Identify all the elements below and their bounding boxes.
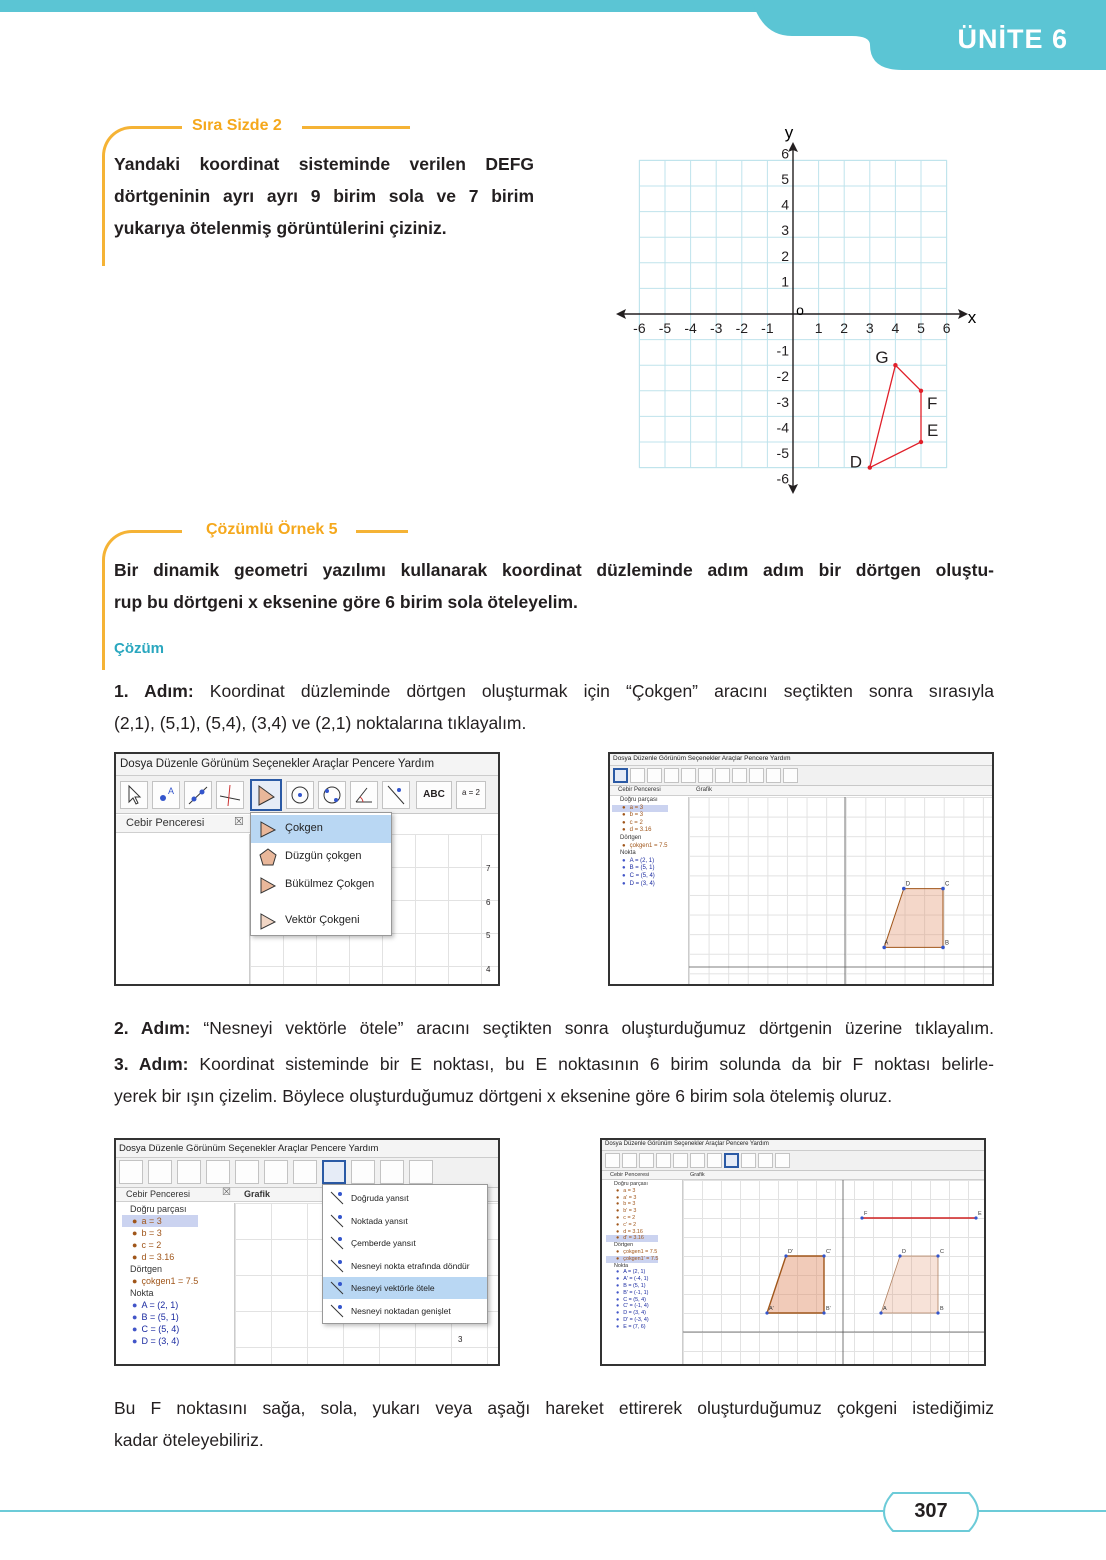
closing-line1: Bu F noktasını sağa, sola, yukarı veya aşağı hareket ettirerek oluşturduğumuz çokgeni istediğimiz (114, 1398, 994, 1418)
step2-line-text: “Nesneyi vektörle ötele” aracını seçtikten sonra oluşturduğumuz dörtgenin üzerine tıklayalım. (190, 1018, 994, 1038)
vertex-label-g: G (875, 348, 889, 368)
algebra-entry[interactable]: ● d = 3.16 (612, 827, 668, 835)
y-axis-label: y (784, 123, 794, 142)
point-label: D' (788, 1249, 794, 1255)
toolbar-tool[interactable] (681, 768, 696, 783)
text-tool[interactable]: ABC (416, 781, 452, 809)
y-tick-label: -2 (776, 368, 789, 385)
y-tick-label: 5 (781, 171, 789, 187)
dropdown-item-vector-polygon[interactable] (251, 907, 391, 935)
step3-line1-text: Koordinat sisteminde bir E noktası, bu E noktasının 6 birim solunda da bir F noktası belirle- (188, 1054, 995, 1074)
toolbar-tool[interactable] (409, 1160, 433, 1184)
graphics-panel-header: Grafik (682, 1171, 986, 1180)
step3-line1 (114, 1048, 994, 1080)
algebra-group: Doğru parçası (130, 1204, 187, 1214)
toolbar (116, 776, 498, 814)
step2-label: 2. Adım: (114, 1018, 191, 1038)
circle-tool[interactable] (286, 781, 314, 809)
menu-bar[interactable]: Dosya Düzenle Görünüm Seçenekler Araçlar Pencere Yardım (116, 754, 498, 776)
toolbar-tool[interactable] (119, 1160, 143, 1184)
section-line (356, 530, 408, 533)
step3-line2: yerek bir ışın çizelim. Böylece oluşturduğumuz dörtgeni x eksenine göre 6 birim sola ötelemiş oluruz. (114, 1086, 893, 1106)
x-tick-label: -2 (735, 320, 749, 336)
algebra-group: Nokta (620, 850, 636, 857)
y-tick-label: 2 (781, 247, 789, 264)
algebra-entry[interactable]: ● c = 2 (606, 1215, 658, 1222)
closing-text (114, 1392, 994, 1456)
dropdown-item-label: Düzgün çokgen (285, 850, 362, 862)
exercise-line: yukarıya ötelenmiş görüntülerini çiziniz. (114, 218, 447, 238)
algebra-entry[interactable]: ● B' = (-1, 1) (606, 1290, 658, 1297)
step3-text (114, 1048, 994, 1112)
dropdown-item[interactable] (323, 1300, 487, 1322)
transform-icon (328, 1189, 346, 1207)
vertex-d (868, 465, 872, 469)
step2-line (114, 1012, 994, 1044)
x-tick-label: 4 (891, 320, 900, 336)
axis-number: 7 (486, 864, 491, 873)
dropdown-item-label: Çokgen (285, 822, 323, 834)
step1-label: 1. Adım: (114, 681, 194, 701)
point-label: C' (826, 1249, 832, 1255)
algebra-entry[interactable]: ● A' = (-4, 1) (606, 1276, 658, 1283)
close-icon[interactable]: ☒ (234, 816, 244, 828)
point-label: D (905, 881, 911, 888)
y-tick-label: -1 (776, 342, 789, 359)
x-tick-label: 5 (917, 320, 925, 336)
toolbar-tool[interactable] (351, 1160, 375, 1184)
algebra-entry[interactable]: ● A = (2, 1) (606, 1269, 658, 1276)
y-tick-label: -5 (776, 445, 789, 461)
toolbar-tool[interactable] (656, 1153, 671, 1168)
x-axis-label: x (967, 308, 977, 327)
algebra-entry[interactable]: ● B = (5, 1) (612, 865, 668, 873)
menu-bar[interactable]: Dosya Düzenle Görünüm Seçenekler Araçlar Pencere Yardım (610, 754, 992, 766)
algebra-group: Dörtgen (620, 834, 642, 841)
algebra-entry[interactable]: ● d' = 3.16 (606, 1235, 658, 1242)
unit-tab (752, 0, 1106, 70)
screenshot-transform-menu (114, 1138, 500, 1366)
toolbar-tool[interactable] (664, 768, 679, 783)
x-tick-label: -6 (633, 320, 646, 336)
move-tool[interactable] (120, 781, 148, 809)
y-tick-label: -4 (776, 419, 789, 436)
axis-number: 3 (458, 1335, 463, 1344)
transform-icon (328, 1302, 346, 1320)
vertex-g (893, 363, 897, 367)
toolbar-tool[interactable] (673, 1153, 688, 1168)
screenshot-polygon-menu (114, 752, 500, 986)
example-line: Bir dinamik geometri yazılımı kullanarak koordinat düzleminde adım adım bir dörtgen oluştu- (114, 560, 994, 580)
vertex-label-d: D (849, 452, 863, 472)
svg-text:A: A (168, 786, 175, 796)
graphics-panel-header: Grafik (234, 1188, 500, 1202)
toolbar-tool[interactable] (698, 768, 713, 783)
step2-text (114, 1012, 994, 1044)
toolbar-tool[interactable] (690, 1153, 705, 1168)
point-label: D (902, 1249, 906, 1255)
algebra-group: Doğru parçası (614, 1181, 648, 1187)
closing-line2: kadar öteleyebiliriz. (114, 1430, 264, 1450)
algebra-entry[interactable]: ● E = (7, 6) (606, 1324, 658, 1331)
toolbar-tool[interactable] (630, 768, 645, 783)
toolbar-tool[interactable] (647, 768, 662, 783)
toolbar-tool[interactable] (264, 1160, 288, 1184)
toolbar-tool[interactable] (639, 1153, 654, 1168)
axis-number: 4 (486, 965, 491, 974)
algebra-entry[interactable]: ● D = (3, 4) (606, 1310, 658, 1317)
toolbar-tool[interactable] (775, 1153, 790, 1168)
algebra-entry[interactable]: ● çokgen1 = 7.5 (606, 1249, 658, 1256)
step1-line2: (2,1), (5,1), (5,4), (3,4) ve (2,1) noktalarına tıklayalım. (114, 713, 527, 733)
toolbar-tool[interactable] (293, 1160, 317, 1184)
toolbar-tool[interactable] (741, 1153, 756, 1168)
toolbar-tool[interactable] (783, 768, 798, 783)
algebra-list (612, 797, 668, 888)
algebra-entry[interactable]: ● C' = (-1, 4) (606, 1303, 658, 1310)
algebra-entry[interactable]: ● A = (2, 1) (122, 1299, 198, 1311)
toolbar-tool[interactable] (380, 1160, 404, 1184)
algebra-entry[interactable]: ● C = (5, 4) (606, 1297, 658, 1304)
toolbar-tool[interactable] (605, 1153, 620, 1168)
dropdown-item[interactable] (323, 1232, 487, 1254)
vertex-e (919, 440, 923, 444)
algebra-entry[interactable]: ● b = 3 (612, 812, 668, 820)
algebra-group: Dörtgen (614, 1242, 634, 1249)
y-tick-label: 1 (781, 273, 789, 290)
transform-icon (328, 1257, 346, 1275)
axis-number: 6 (486, 898, 491, 907)
step1-line1-text: Koordinat düzleminde dörtgen oluşturmak için “Çokgen” aracını seçtikten sonra sırasıyla (193, 681, 994, 701)
toolbar-tool[interactable] (177, 1160, 201, 1184)
algebra-entry[interactable]: ● D = (3, 4) (122, 1335, 198, 1347)
dropdown-item[interactable] (323, 1255, 487, 1277)
dropdown-item-regular-polygon[interactable] (251, 843, 391, 871)
algebra-entry[interactable]: ● B = (5, 1) (606, 1283, 658, 1290)
polygon-translated (767, 1256, 824, 1313)
algebra-entry[interactable]: ● çokgen1 = 7.5 (612, 843, 668, 851)
point-label: B (940, 1306, 944, 1312)
menu-bar[interactable]: Dosya Düzenle Görünüm Seçenekler Araçlar Pencere Yardım (116, 1140, 498, 1158)
algebra-group: Nokta (130, 1288, 154, 1298)
dropdown-item-rigid-polygon[interactable] (251, 871, 391, 899)
toolbar (610, 766, 992, 786)
dropdown-item-label: Nesneyi vektörle ötele (351, 1283, 435, 1293)
exercise-text (114, 148, 534, 244)
point-label: E (978, 1211, 982, 1217)
y-tick-label: 6 (781, 145, 789, 162)
dropdown-item[interactable] (323, 1187, 487, 1209)
algebra-entry[interactable]: ● a = 3 (122, 1215, 198, 1227)
x-tick-label: -1 (761, 320, 774, 336)
algebra-entry[interactable]: ● D' = (-3, 4) (606, 1317, 658, 1324)
dropdown-item[interactable] (323, 1277, 487, 1299)
toolbar-tool[interactable] (758, 1153, 773, 1168)
algebra-group: Nokta (614, 1262, 629, 1269)
coordinate-svg (608, 118, 998, 498)
algebra-entry[interactable]: ● A = (2, 1) (612, 858, 668, 866)
point-label: B' (826, 1306, 831, 1312)
algebra-entry[interactable]: ● C = (5, 4) (122, 1323, 198, 1335)
toolbar-tool[interactable] (148, 1160, 172, 1184)
toolbar-tool[interactable] (206, 1160, 230, 1184)
algebra-group: Dörtgen (130, 1264, 163, 1274)
algebra-panel-header: Cebir Penceresi (116, 815, 250, 833)
algebra-entry[interactable]: ● d = 3.16 (122, 1251, 198, 1263)
transform-icon (328, 1234, 346, 1252)
dropdown-item-label: Çemberde yansıt (351, 1238, 416, 1248)
polygon-abcd (881, 1256, 938, 1313)
graphics-area[interactable] (688, 797, 994, 986)
dropdown-item-label: Noktada yansıt (351, 1215, 408, 1226)
polygon-dropdown (250, 812, 392, 936)
step3-label: 3. Adım: (114, 1054, 189, 1074)
graphics-svg (683, 1180, 986, 1366)
step1-text (114, 675, 994, 739)
algebra-entry[interactable]: ● b = 3 (606, 1201, 658, 1208)
toolbar-tool[interactable] (715, 768, 730, 783)
dropdown-item-label: Doğruda yansıt (351, 1193, 409, 1203)
toolbar (602, 1151, 984, 1171)
algebra-entry[interactable]: ● b = 3 (122, 1227, 198, 1239)
page-number-box (875, 1492, 987, 1532)
section-title: Çözümlü Örnek 5 (198, 521, 346, 539)
algebra-entry[interactable]: ● c' = 2 (606, 1222, 658, 1229)
circle-three-points-tool[interactable] (318, 781, 346, 809)
algebra-entry[interactable]: ● D = (3, 4) (612, 881, 668, 889)
transform-icon (328, 1279, 346, 1297)
step1-line1 (114, 675, 994, 707)
toolbar-tool[interactable] (322, 1160, 346, 1184)
y-tick-label: -3 (776, 393, 789, 410)
close-icon[interactable]: ☒ (222, 1187, 231, 1198)
x-tick-label: -4 (684, 320, 697, 336)
algebra-entry[interactable]: ● çokgen1 = 7.5 (122, 1275, 198, 1287)
slider-tool[interactable]: a = 2 (456, 781, 486, 809)
dropdown-item-label: Nesneyi nokta etrafında döndür (351, 1260, 470, 1271)
y-tick-label: 3 (781, 222, 789, 239)
perpendicular-tool[interactable] (216, 781, 244, 809)
exercise-line: dörtgeninin ayrı ayrı 9 birim sola ve 7 birim (114, 186, 534, 206)
toolbar-tool[interactable] (749, 768, 764, 783)
exercise-line: Yandaki koordinat sisteminde verilen DEFG (114, 154, 534, 174)
algebra-entry[interactable]: ● B = (5, 1) (122, 1311, 198, 1323)
x-tick-label: 3 (865, 320, 874, 336)
algebra-entry[interactable]: ● C = (5, 4) (612, 873, 668, 881)
polygon-abcd (884, 889, 943, 948)
polygon-tool[interactable] (250, 779, 282, 811)
angle-tool[interactable] (350, 781, 378, 809)
point-label: B (945, 940, 950, 947)
toolbar-tool[interactable] (766, 768, 781, 783)
section-title: Sıra Sizde 2 (184, 117, 290, 135)
coordinate-graph (608, 118, 998, 498)
dropdown-item[interactable] (323, 1210, 487, 1232)
point-label: F (864, 1211, 868, 1217)
algebra-entry[interactable]: ● d = 3.16 (606, 1229, 658, 1236)
algebra-list (606, 1181, 658, 1331)
origin-label: o (796, 302, 804, 318)
algebra-panel (116, 834, 250, 986)
point-label: C (945, 881, 950, 888)
line-tool[interactable] (184, 781, 212, 809)
example-line: rup bu dörtgeni x eksenine göre 6 birim sola öteleyelim. (114, 592, 578, 612)
menu-bar[interactable]: Dosya Düzenle Görünüm Seçenekler Araçlar Pencere Yardım (602, 1140, 984, 1151)
algebra-entry[interactable]: ● çokgen1' = 7.5 (606, 1256, 658, 1263)
algebra-panel-header: Cebir Penceresi (602, 1171, 682, 1180)
screenshot-translation-result (600, 1138, 986, 1366)
algebra-entry[interactable]: ● a = 3 (606, 1188, 658, 1195)
toolbar-tool[interactable] (235, 1160, 259, 1184)
transform-dropdown (322, 1184, 488, 1324)
dropdown-item-label: Bükülmez Çokgen (285, 878, 375, 890)
algebra-entry[interactable]: ● c = 2 (612, 820, 668, 828)
algebra-entry[interactable]: ● a = 3 (612, 805, 668, 813)
solution-label: Çözüm (114, 640, 164, 657)
x-tick-label: -5 (658, 320, 672, 336)
algebra-panel-header: Cebir Penceresi (116, 1188, 234, 1202)
x-tick-label: 1 (814, 320, 823, 336)
algebra-panel-header: Cebir Penceresi (610, 786, 688, 796)
algebra-entry[interactable]: ● a' = 3 (606, 1195, 658, 1202)
y-tick-label: 4 (781, 196, 789, 213)
dropdown-item-polygon[interactable] (251, 815, 391, 843)
point-label: C (940, 1249, 944, 1255)
example-text (114, 554, 994, 618)
screenshot-polygon-result (608, 752, 994, 986)
algebra-list (122, 1203, 198, 1347)
point-tool[interactable] (152, 781, 180, 809)
page-number: 307 (914, 1500, 948, 1522)
vertex-label-e: E (927, 421, 939, 440)
graphics-svg (689, 797, 994, 986)
toolbar-tool[interactable] (707, 1153, 722, 1168)
toolbar-tool[interactable] (613, 768, 628, 783)
dropdown-item-label: Vektör Çokgeni (285, 914, 360, 926)
algebra-entry[interactable]: ● b' = 3 (606, 1208, 658, 1215)
y-tick-label: -6 (776, 470, 789, 487)
unit-label: ÜNİTE 6 (957, 24, 1068, 54)
x-tick-label: -3 (709, 320, 723, 336)
toolbar-tool[interactable] (732, 768, 747, 783)
algebra-group: Doğru parçası (620, 797, 658, 803)
graphics-area[interactable] (682, 1180, 986, 1366)
graphics-panel-header: Grafik (688, 786, 994, 796)
x-tick-label: 6 (942, 320, 951, 336)
section-line (302, 126, 410, 129)
transform-icon (328, 1212, 346, 1230)
reflect-tool[interactable] (382, 781, 410, 809)
toolbar-tool[interactable] (724, 1153, 739, 1168)
vertex-label-f: F (927, 393, 938, 413)
point-label: A' (769, 1306, 774, 1312)
vertex-f (919, 389, 923, 393)
toolbar-tool[interactable] (622, 1153, 637, 1168)
dropdown-item-label: Nesneyi noktadan genişlet (351, 1305, 451, 1316)
axis-number: 5 (486, 931, 491, 940)
point-label: A (883, 1306, 887, 1312)
x-tick-label: 2 (840, 320, 849, 336)
algebra-entry[interactable]: ● c = 2 (122, 1239, 198, 1251)
point-label: A (884, 940, 889, 947)
